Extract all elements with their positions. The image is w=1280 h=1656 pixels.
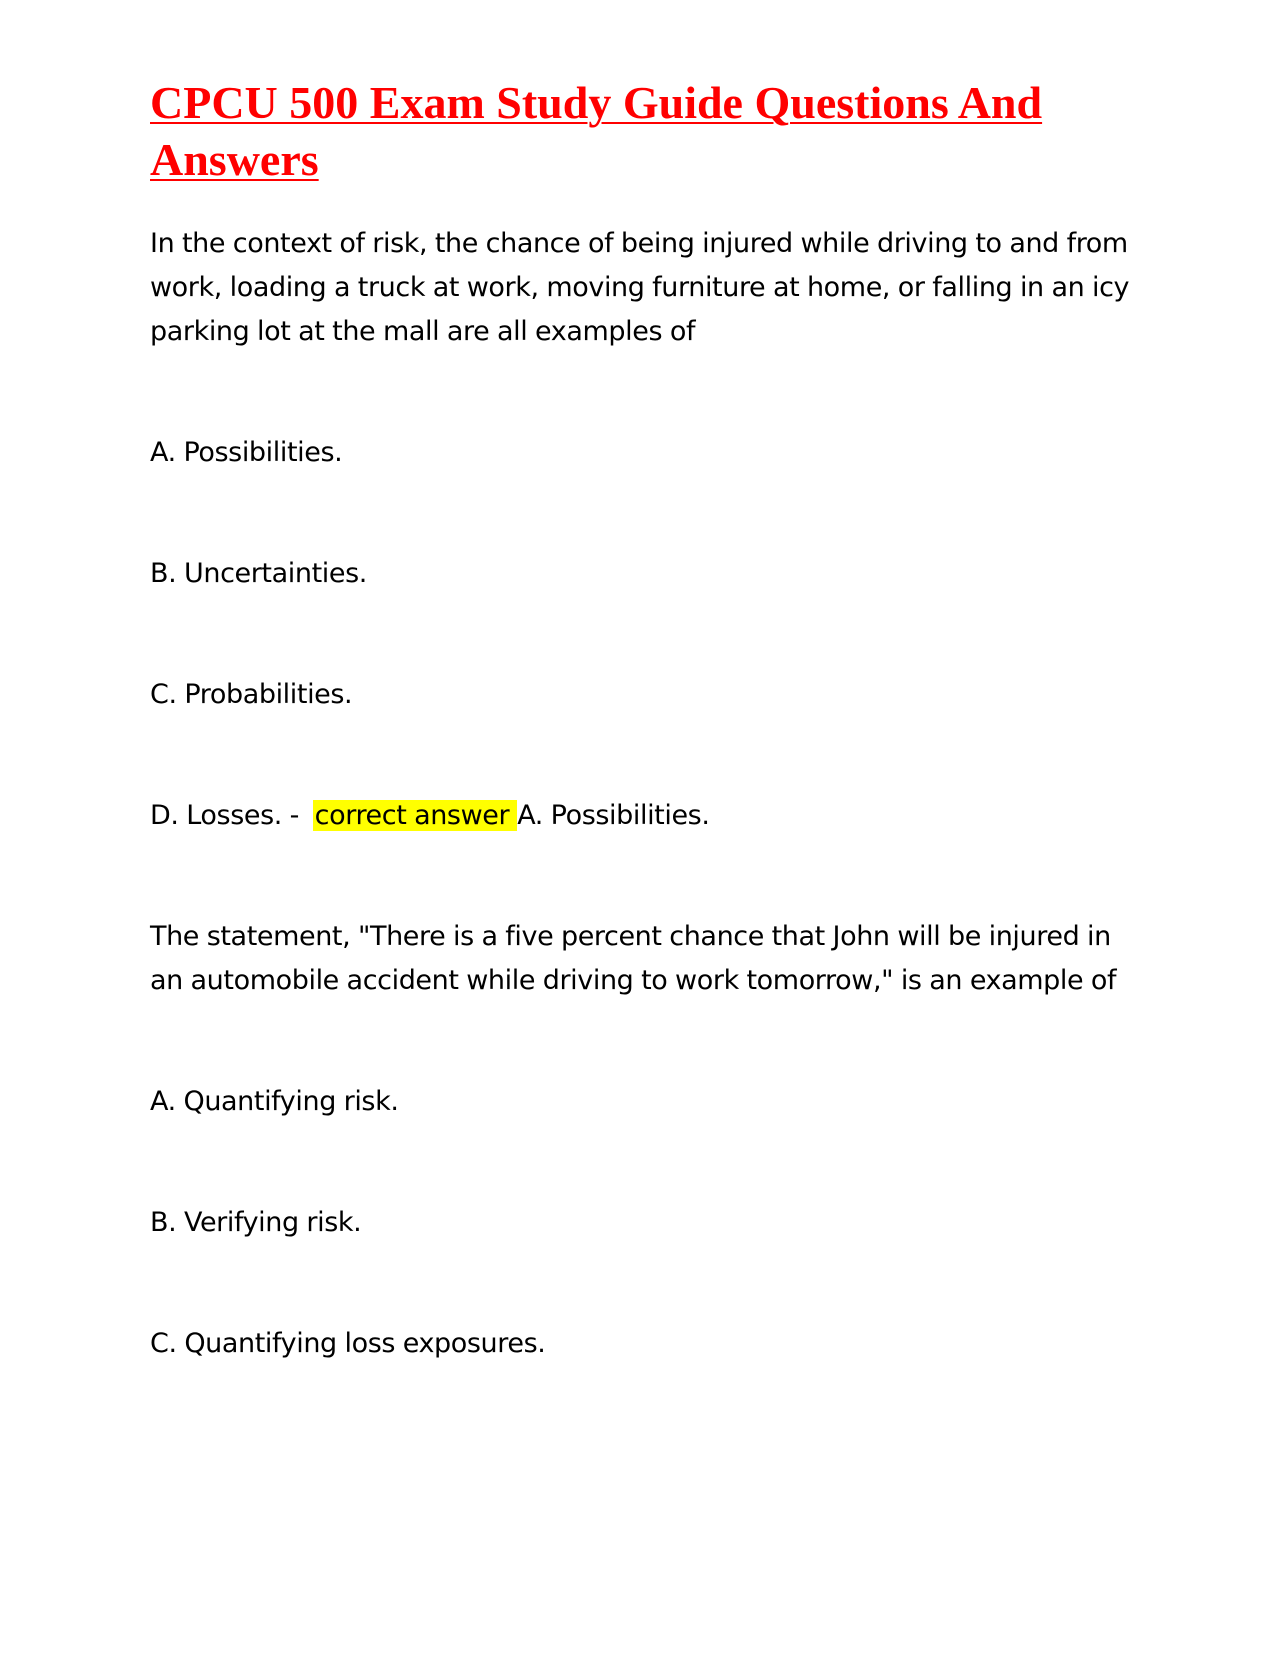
question-2-stem: The statement, "There is a five percent chance that John will be injured in an automobile accident while driving to work tomorrow," is an example of: [150, 921, 1117, 996]
question-1-option-c: C. Probabilities.: [150, 679, 353, 710]
question-1-option-d: D. Losses. -: [150, 800, 299, 831]
question-1-option-b: B. Uncertainties.: [150, 558, 367, 589]
document-content: [150, 74, 1140, 1366]
question-1-stem: In the context of risk, the chance of being injured while driving to and from work, loading a truck at work, moving furniture at home, or falling in an icy parking lot at the mall are all examples of: [150, 228, 1130, 347]
question-1-option-a: A. Possibilities.: [150, 437, 343, 468]
question-2-option-b: B. Verifying risk.: [150, 1207, 362, 1238]
correct-answer-highlight: correct answer: [313, 800, 518, 831]
question-2-option-c: C. Quantifying loss exposures.: [150, 1328, 546, 1359]
question-1-answer: A. Possibilities.: [517, 800, 710, 831]
question-1-option-d-line: [150, 794, 1140, 838]
document-title: CPCU 500 Exam Study Guide Questions And Answers: [150, 77, 1043, 185]
question-2-option-a: A. Quantifying risk.: [150, 1086, 399, 1117]
